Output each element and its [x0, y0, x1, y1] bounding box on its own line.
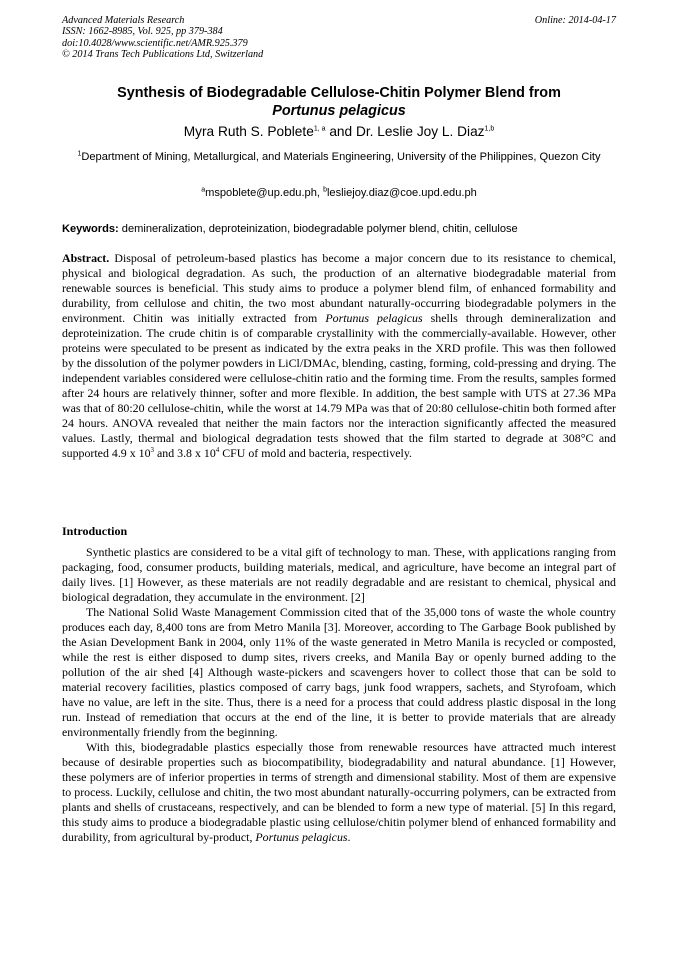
abstract-exponent-2: 4 — [215, 446, 220, 455]
paragraph-1: Synthetic plastics are considered to be a vital gift of technology to man. These, with applications ranging from packaging, food, consumer products, building materials, medical, and agriculture, have become an integral part of daily lives. [1] However, as these materials are not readily degradable and are resistant to chemical, physical and biological degradation, they accumulate in the environment. [2] — [62, 545, 616, 604]
email-mark-a: a — [201, 186, 206, 194]
online-date: Online: 2014-04-17 — [534, 15, 616, 26]
title-line: Synthesis of Biodegradable Cellulose-Chitin Polymer Blend from — [117, 85, 561, 101]
paper-title — [62, 84, 616, 120]
doi-line: doi:10.4028/www.scientific.net/AMR.925.379 — [62, 37, 248, 49]
copyright-line: © 2014 Trans Tech Publications Ltd, Switzerland — [62, 48, 264, 60]
paragraph-3-text: With this, biodegradable plastics especially those from renewable resources have attracted much interest because of desirable properties such as biocompatibility, biodegradability and natural abundance. [1] However, these polymers are of inferior properties in terms of strength and dimensional stability. Most of them are expensive to process. Luckily, cellulose and chitin, the two most abundant naturally-occurring polymers, can be extracted from plants and shells of crustaceans, respectively, and can be blended to form a new type of material. [5] In this regard, this study aims to produce a biodegradable plastic using cellulose/chitin polymer blend of enhanced formability and durability, from agricultural by-product, — [62, 740, 616, 844]
author-1: Myra Ruth S. Poblete — [183, 124, 314, 139]
title-species: Portunus pelagicus — [272, 103, 406, 119]
abstract-text-3: and 3.8 x 10 — [154, 446, 216, 460]
issn-line: ISSN: 1662-8985, Vol. 925, pp 379-384 — [62, 26, 223, 38]
abstract — [62, 251, 616, 461]
journal-name: Advanced Materials Research — [62, 15, 185, 26]
author-list — [62, 124, 616, 140]
affiliation-text: Department of Mining, Metallurgical, and Materials Engineering, University of the Philippines, Quezon City — [81, 151, 601, 163]
author-emails — [62, 186, 616, 200]
journal-header — [62, 15, 263, 60]
author-2-affiliation-mark: 1,b — [484, 125, 495, 133]
introduction-body — [62, 545, 616, 845]
keywords-text: demineralization, deproteinization, biodegradable polymer blend, chitin, cellulose — [118, 223, 518, 235]
author-1-affiliation-mark: 1, a — [313, 125, 326, 133]
paragraph-3-species: Portunus pelagicus — [255, 830, 348, 844]
keywords-label: Keywords: — [62, 223, 119, 235]
author-2: Dr. Leslie Joy L. Diaz — [355, 124, 485, 139]
affiliation-mark: 1 — [77, 150, 82, 158]
paragraph-3 — [62, 740, 616, 845]
email-b: lesliejoy.diaz@coe.upd.edu.ph — [326, 187, 477, 199]
abstract-text-4: CFU of mold and bacteria, respectively. — [219, 446, 413, 460]
section-heading-introduction: Introduction — [62, 524, 128, 538]
abstract-label: Abstract. — [62, 251, 110, 265]
abstract-species: Portunus pelagicus — [325, 311, 423, 325]
paragraph-2: The National Solid Waste Management Commission cited that of the 35,000 tons of waste the whole country produces each day, 8,400 tons are from Metro Manila [3]. Moreover, according to The Garbage Book published by the Asian Development Bank in 2004, only 11% of the waste generated in Metro Manila is recycled or composted, while the rest is either disposed to dump sites, rivers creeks, and Manila Bay or openly burned adding to the pollution of the air shed [4] Although waste-pickers and scavengers hover to collect those that can be sold to material recovery facilities, plastics composed of carry bags, junk food wrappers, sachets, and Styrofoam, which have no value, are left in the site. Thus, there is a need for a process that could address plastic disposal in the long run. Instead of remediation that occurs at the end of the line, it is better to provide materials that are already environmentally friendly from the beginning. — [62, 605, 616, 739]
abstract-text-1: Disposal of petroleum-based plastics has become a major concern due to its resistance to chemical, physical and biological degradation. As such, the production of an alternative biodegradable material from renewable sources is beneficial. This study aims to produce a polymer blend film, of enhanced formability and durability, from cellulose and chitin, the two most abundant naturally-occurring biodegradable polymers in the environment. Chitin was initially extracted from — [62, 251, 616, 325]
abstract-text-2: shells through demineralization and deproteinization. The crude chitin is of comparable crystallinity with the commercially-available. However, other proteins were speculated to be present as indicated by the extra peaks in the XRD profile. This was then followed by the dissolution of the polymer powders in LiCl/DMAc, blending, casting, forming, cold-pressing and drying. The independent variables considered were cellulose-chitin ratio and the forming time. From the results, samples formed after 24 hours are relatively thinner, softer and more flexible. In addition, the best sample with UTS at 27.36 MPa was that of 80:20 cellulose-chitin, while the worst at 14.79 MPa was that of 20:80 cellulose-chitin both formed after 24 hours. ANOVA revealed that neither the main factors nor the interaction significantly affected the measured values. Lastly, thermal and biological degradation tests showed that the film started to degrade at 308°C and supported 4.9 x 10 — [62, 311, 617, 460]
paragraph-3-end: . — [347, 830, 351, 844]
email-a: mspoblete@up.edu.ph, — [205, 187, 324, 199]
email-mark-b: b — [323, 186, 327, 194]
author-separator: and — [325, 124, 356, 139]
abstract-exponent-1: 3 — [150, 446, 155, 455]
affiliation — [62, 150, 616, 165]
keywords — [62, 222, 616, 236]
